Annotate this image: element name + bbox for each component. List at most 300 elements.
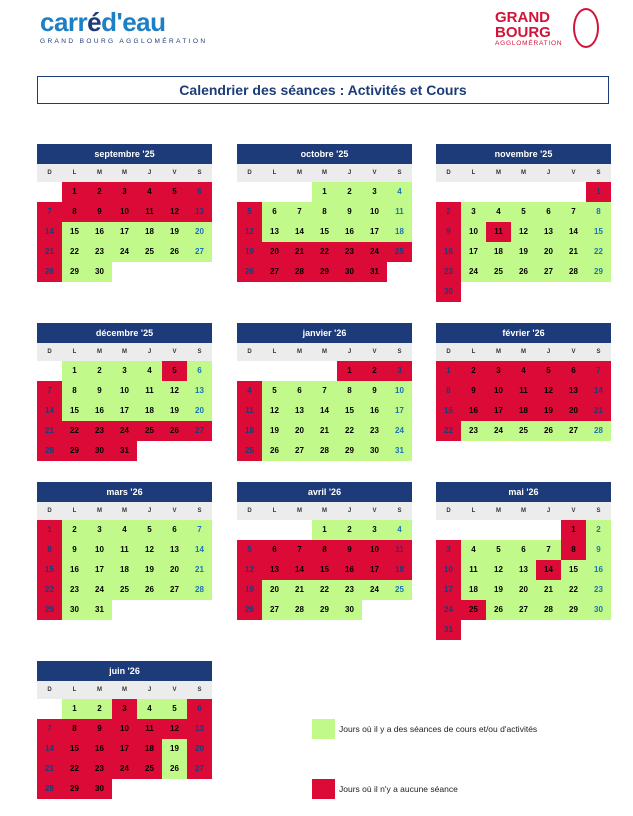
day-cell: 22 — [436, 421, 461, 441]
day-cell: 13 — [187, 202, 212, 222]
day-cell: 14 — [586, 381, 611, 401]
day-cell: 7 — [312, 381, 337, 401]
day-cell: 30 — [337, 600, 362, 620]
weekday-header: V — [162, 681, 187, 699]
weekday-header: V — [362, 502, 387, 520]
empty-cell — [536, 520, 561, 540]
weekday-header: L — [62, 681, 87, 699]
day-cell: 15 — [62, 222, 87, 242]
day-cell: 6 — [187, 361, 212, 381]
weekday-header: S — [586, 343, 611, 361]
day-cell: 11 — [137, 202, 162, 222]
legend-no-session — [312, 779, 458, 799]
day-cell: 4 — [461, 540, 486, 560]
weekday-header: L — [461, 164, 486, 182]
day-cell: 10 — [461, 222, 486, 242]
day-cell: 2 — [362, 361, 387, 381]
day-cell: 22 — [312, 242, 337, 262]
weekday-header: M — [112, 681, 137, 699]
day-cell: 2 — [586, 520, 611, 540]
weekday-header: J — [137, 502, 162, 520]
day-cell: 31 — [112, 441, 137, 461]
day-cell: 16 — [362, 401, 387, 421]
empty-cell — [312, 361, 337, 381]
day-cell: 3 — [436, 540, 461, 560]
month-calendar — [436, 144, 611, 302]
day-cell: 19 — [237, 242, 262, 262]
day-cell: 13 — [262, 560, 287, 580]
day-cell: 7 — [287, 540, 312, 560]
weekday-header: M — [511, 343, 536, 361]
day-cell: 23 — [461, 421, 486, 441]
day-cell: 29 — [337, 441, 362, 461]
day-cell: 12 — [162, 719, 187, 739]
empty-cell — [536, 182, 561, 202]
day-cell: 27 — [287, 441, 312, 461]
day-cell: 3 — [112, 361, 137, 381]
day-cell: 23 — [87, 421, 112, 441]
empty-cell — [37, 182, 62, 202]
weekday-header: M — [511, 502, 536, 520]
weekday-header: V — [561, 164, 586, 182]
weekday-header: L — [62, 502, 87, 520]
day-cell: 23 — [87, 759, 112, 779]
day-cell: 1 — [312, 520, 337, 540]
day-cell: 25 — [387, 580, 412, 600]
day-cell: 30 — [436, 282, 461, 302]
day-cell: 4 — [137, 699, 162, 719]
day-cell: 8 — [312, 202, 337, 222]
day-cell: 17 — [112, 222, 137, 242]
day-cell: 9 — [87, 202, 112, 222]
day-cell: 24 — [112, 421, 137, 441]
weekday-header: S — [387, 164, 412, 182]
day-cell: 18 — [137, 739, 162, 759]
empty-cell — [262, 182, 287, 202]
day-cell: 25 — [137, 242, 162, 262]
day-cell: 16 — [87, 401, 112, 421]
day-cell: 14 — [37, 222, 62, 242]
weekday-header: V — [162, 343, 187, 361]
day-cell: 24 — [486, 421, 511, 441]
day-cell: 5 — [486, 540, 511, 560]
day-cell: 5 — [511, 202, 536, 222]
day-cell: 17 — [87, 560, 112, 580]
weekday-header: M — [112, 343, 137, 361]
weekday-header: J — [337, 343, 362, 361]
weekday-header: M — [312, 164, 337, 182]
day-cell: 6 — [561, 361, 586, 381]
day-cell: 9 — [586, 540, 611, 560]
day-cell: 11 — [511, 381, 536, 401]
day-cell: 18 — [461, 580, 486, 600]
month-name: mars '26 — [37, 482, 212, 502]
weekday-header: J — [337, 502, 362, 520]
day-cell: 5 — [237, 202, 262, 222]
day-cell: 26 — [162, 242, 187, 262]
day-cell: 1 — [62, 361, 87, 381]
day-cell: 9 — [87, 719, 112, 739]
day-cell: 26 — [237, 262, 262, 282]
day-cell: 2 — [436, 202, 461, 222]
day-cell: 29 — [561, 600, 586, 620]
weekday-header: V — [162, 164, 187, 182]
day-cell: 4 — [112, 520, 137, 540]
month-name: décembre '25 — [37, 323, 212, 343]
day-cell: 7 — [187, 520, 212, 540]
day-cell: 4 — [137, 182, 162, 202]
month-calendar — [237, 482, 412, 620]
day-cell: 9 — [87, 381, 112, 401]
day-cell: 5 — [162, 182, 187, 202]
day-cell: 16 — [337, 222, 362, 242]
weekday-header: M — [312, 502, 337, 520]
day-cell: 25 — [112, 580, 137, 600]
day-cell: 20 — [187, 401, 212, 421]
empty-cell — [237, 361, 262, 381]
weekday-header: V — [561, 343, 586, 361]
day-cell: 22 — [62, 242, 87, 262]
day-cell: 26 — [486, 600, 511, 620]
weekday-header: S — [187, 681, 212, 699]
day-cell: 6 — [511, 540, 536, 560]
weekday-header: M — [312, 343, 337, 361]
day-cell: 28 — [287, 262, 312, 282]
heart-outline-icon — [573, 8, 599, 48]
weekday-header: M — [287, 164, 312, 182]
day-cell: 26 — [162, 421, 187, 441]
day-cell: 1 — [337, 361, 362, 381]
day-cell: 8 — [312, 540, 337, 560]
day-cell: 20 — [187, 739, 212, 759]
day-cell: 26 — [237, 600, 262, 620]
day-cell: 21 — [187, 560, 212, 580]
empty-cell — [262, 361, 287, 381]
day-cell: 16 — [586, 560, 611, 580]
day-cell: 2 — [62, 520, 87, 540]
weekday-header: M — [87, 681, 112, 699]
weekday-header: D — [237, 502, 262, 520]
day-cell: 13 — [287, 401, 312, 421]
empty-cell — [461, 520, 486, 540]
day-cell: 9 — [362, 381, 387, 401]
day-cell: 31 — [362, 262, 387, 282]
day-cell: 15 — [561, 560, 586, 580]
day-cell: 6 — [262, 540, 287, 560]
weekday-header: V — [162, 502, 187, 520]
weekday-header: D — [37, 164, 62, 182]
day-cell: 1 — [62, 699, 87, 719]
day-cell: 11 — [387, 540, 412, 560]
day-cell: 25 — [461, 600, 486, 620]
day-cell: 28 — [561, 262, 586, 282]
weekday-header: D — [237, 164, 262, 182]
day-cell: 20 — [561, 401, 586, 421]
day-cell: 6 — [287, 381, 312, 401]
day-cell: 1 — [436, 361, 461, 381]
empty-cell — [262, 520, 287, 540]
weekday-header: V — [362, 343, 387, 361]
day-cell: 21 — [312, 421, 337, 441]
day-cell: 23 — [87, 242, 112, 262]
day-cell: 30 — [362, 441, 387, 461]
day-cell: 24 — [362, 580, 387, 600]
day-cell: 14 — [187, 540, 212, 560]
month-calendar — [37, 661, 212, 799]
day-cell: 5 — [162, 699, 187, 719]
day-cell: 1 — [62, 182, 87, 202]
day-cell: 19 — [511, 242, 536, 262]
day-cell: 15 — [586, 222, 611, 242]
logo-left-middle: é — [87, 7, 102, 37]
day-cell: 21 — [287, 242, 312, 262]
day-cell: 10 — [362, 540, 387, 560]
day-cell: 6 — [536, 202, 561, 222]
weekday-header: M — [87, 164, 112, 182]
day-cell: 10 — [486, 381, 511, 401]
title-box — [37, 76, 609, 104]
day-cell: 19 — [162, 401, 187, 421]
day-cell: 18 — [387, 560, 412, 580]
day-cell: 12 — [262, 401, 287, 421]
day-cell: 13 — [561, 381, 586, 401]
day-cell: 5 — [137, 520, 162, 540]
day-cell: 20 — [511, 580, 536, 600]
empty-cell — [37, 699, 62, 719]
day-cell: 16 — [62, 560, 87, 580]
weekday-header: M — [486, 502, 511, 520]
weekday-header: M — [87, 502, 112, 520]
day-cell: 12 — [237, 560, 262, 580]
day-cell: 3 — [362, 520, 387, 540]
empty-cell — [287, 361, 312, 381]
grand-bourg-logo — [495, 10, 562, 47]
day-cell: 29 — [586, 262, 611, 282]
month-name: avril '26 — [237, 482, 412, 502]
day-cell: 16 — [337, 560, 362, 580]
day-cell: 18 — [112, 560, 137, 580]
day-cell: 9 — [337, 202, 362, 222]
day-cell: 8 — [436, 381, 461, 401]
month-name: janvier '26 — [237, 323, 412, 343]
day-cell: 27 — [511, 600, 536, 620]
day-cell: 13 — [511, 560, 536, 580]
day-cell: 14 — [37, 401, 62, 421]
day-cell: 2 — [461, 361, 486, 381]
legend-session-swatch — [312, 719, 335, 739]
day-cell: 17 — [387, 401, 412, 421]
day-cell: 25 — [237, 441, 262, 461]
day-cell: 9 — [337, 540, 362, 560]
weekday-header: D — [37, 502, 62, 520]
month-name: février '26 — [436, 323, 611, 343]
day-cell: 7 — [37, 381, 62, 401]
day-cell: 27 — [561, 421, 586, 441]
day-cell: 31 — [436, 620, 461, 640]
day-cell: 3 — [112, 699, 137, 719]
day-cell: 17 — [362, 560, 387, 580]
logo-right-line1: GRAND — [495, 9, 550, 26]
day-cell: 3 — [461, 202, 486, 222]
empty-cell — [511, 182, 536, 202]
day-cell: 28 — [312, 441, 337, 461]
weekday-header: J — [137, 164, 162, 182]
empty-cell — [287, 182, 312, 202]
day-cell: 1 — [561, 520, 586, 540]
weekday-header: D — [436, 164, 461, 182]
day-cell: 24 — [387, 421, 412, 441]
day-cell: 11 — [112, 540, 137, 560]
day-cell: 9 — [436, 222, 461, 242]
day-cell: 17 — [112, 739, 137, 759]
day-cell: 3 — [112, 182, 137, 202]
day-cell: 30 — [62, 600, 87, 620]
weekday-header: L — [262, 502, 287, 520]
day-cell: 13 — [187, 719, 212, 739]
day-cell: 17 — [362, 222, 387, 242]
day-cell: 21 — [37, 421, 62, 441]
day-cell: 8 — [561, 540, 586, 560]
weekday-header: D — [37, 681, 62, 699]
day-cell: 27 — [187, 421, 212, 441]
day-cell: 7 — [586, 361, 611, 381]
day-cell: 23 — [62, 580, 87, 600]
carredeau-logo — [40, 8, 208, 45]
day-cell: 27 — [262, 600, 287, 620]
day-cell: 29 — [62, 779, 87, 799]
day-cell: 8 — [586, 202, 611, 222]
day-cell: 15 — [312, 560, 337, 580]
day-cell: 3 — [387, 361, 412, 381]
day-cell: 30 — [87, 441, 112, 461]
day-cell: 20 — [536, 242, 561, 262]
day-cell: 1 — [37, 520, 62, 540]
weekday-header: S — [187, 164, 212, 182]
day-cell: 21 — [536, 580, 561, 600]
day-cell: 5 — [262, 381, 287, 401]
empty-cell — [486, 520, 511, 540]
weekday-header: S — [586, 502, 611, 520]
weekday-header: V — [561, 502, 586, 520]
empty-cell — [287, 520, 312, 540]
logo-left-suffix: d'eau — [101, 7, 166, 37]
day-cell: 31 — [87, 600, 112, 620]
day-cell: 4 — [387, 520, 412, 540]
day-cell: 8 — [337, 381, 362, 401]
day-cell: 22 — [62, 421, 87, 441]
day-cell: 1 — [312, 182, 337, 202]
day-cell: 2 — [87, 182, 112, 202]
weekday-header: J — [337, 164, 362, 182]
day-cell: 20 — [162, 560, 187, 580]
day-cell: 26 — [137, 580, 162, 600]
day-cell: 29 — [62, 441, 87, 461]
day-cell: 8 — [62, 719, 87, 739]
day-cell: 19 — [486, 580, 511, 600]
day-cell: 4 — [387, 182, 412, 202]
weekday-header: S — [187, 502, 212, 520]
day-cell: 23 — [337, 580, 362, 600]
day-cell: 22 — [62, 759, 87, 779]
day-cell: 28 — [586, 421, 611, 441]
day-cell: 6 — [187, 182, 212, 202]
day-cell: 19 — [162, 222, 187, 242]
day-cell: 29 — [312, 262, 337, 282]
day-cell: 2 — [337, 520, 362, 540]
day-cell: 18 — [137, 222, 162, 242]
day-cell: 10 — [362, 202, 387, 222]
day-cell: 17 — [461, 242, 486, 262]
weekday-header: S — [387, 343, 412, 361]
weekday-header: S — [586, 164, 611, 182]
month-calendar — [436, 482, 611, 640]
day-cell: 28 — [187, 580, 212, 600]
day-cell: 28 — [37, 262, 62, 282]
day-cell: 23 — [586, 580, 611, 600]
day-cell: 2 — [87, 699, 112, 719]
weekday-header: J — [536, 164, 561, 182]
day-cell: 9 — [461, 381, 486, 401]
day-cell: 12 — [162, 202, 187, 222]
legend-no-session-label: Jours où il n'y a aucune séance — [339, 784, 458, 794]
day-cell: 1 — [586, 182, 611, 202]
day-cell: 21 — [561, 242, 586, 262]
day-cell: 20 — [187, 222, 212, 242]
empty-cell — [436, 182, 461, 202]
day-cell: 23 — [337, 242, 362, 262]
day-cell: 10 — [112, 719, 137, 739]
empty-cell — [37, 361, 62, 381]
day-cell: 24 — [461, 262, 486, 282]
day-cell: 24 — [87, 580, 112, 600]
day-cell: 15 — [37, 560, 62, 580]
day-cell: 9 — [62, 540, 87, 560]
day-cell: 16 — [87, 222, 112, 242]
day-cell: 27 — [162, 580, 187, 600]
day-cell: 18 — [237, 421, 262, 441]
month-calendar — [37, 323, 212, 461]
legend-session — [312, 719, 537, 739]
day-cell: 13 — [187, 381, 212, 401]
day-cell: 29 — [312, 600, 337, 620]
day-cell: 11 — [486, 222, 511, 242]
day-cell: 6 — [187, 699, 212, 719]
day-cell: 22 — [37, 580, 62, 600]
weekday-header: D — [237, 343, 262, 361]
day-cell: 25 — [486, 262, 511, 282]
weekday-header: M — [87, 343, 112, 361]
day-cell: 23 — [436, 262, 461, 282]
day-cell: 4 — [486, 202, 511, 222]
day-cell: 29 — [62, 262, 87, 282]
day-cell: 26 — [511, 262, 536, 282]
day-cell: 26 — [162, 759, 187, 779]
month-name: septembre '25 — [37, 144, 212, 164]
weekday-header: J — [536, 343, 561, 361]
day-cell: 10 — [87, 540, 112, 560]
day-cell: 24 — [362, 242, 387, 262]
weekday-header: J — [536, 502, 561, 520]
day-cell: 12 — [237, 222, 262, 242]
day-cell: 12 — [536, 381, 561, 401]
day-cell: 28 — [536, 600, 561, 620]
weekday-header: V — [362, 164, 387, 182]
month-calendar — [237, 323, 412, 461]
day-cell: 5 — [162, 361, 187, 381]
day-cell: 30 — [586, 600, 611, 620]
weekday-header: J — [137, 681, 162, 699]
day-cell: 24 — [112, 759, 137, 779]
